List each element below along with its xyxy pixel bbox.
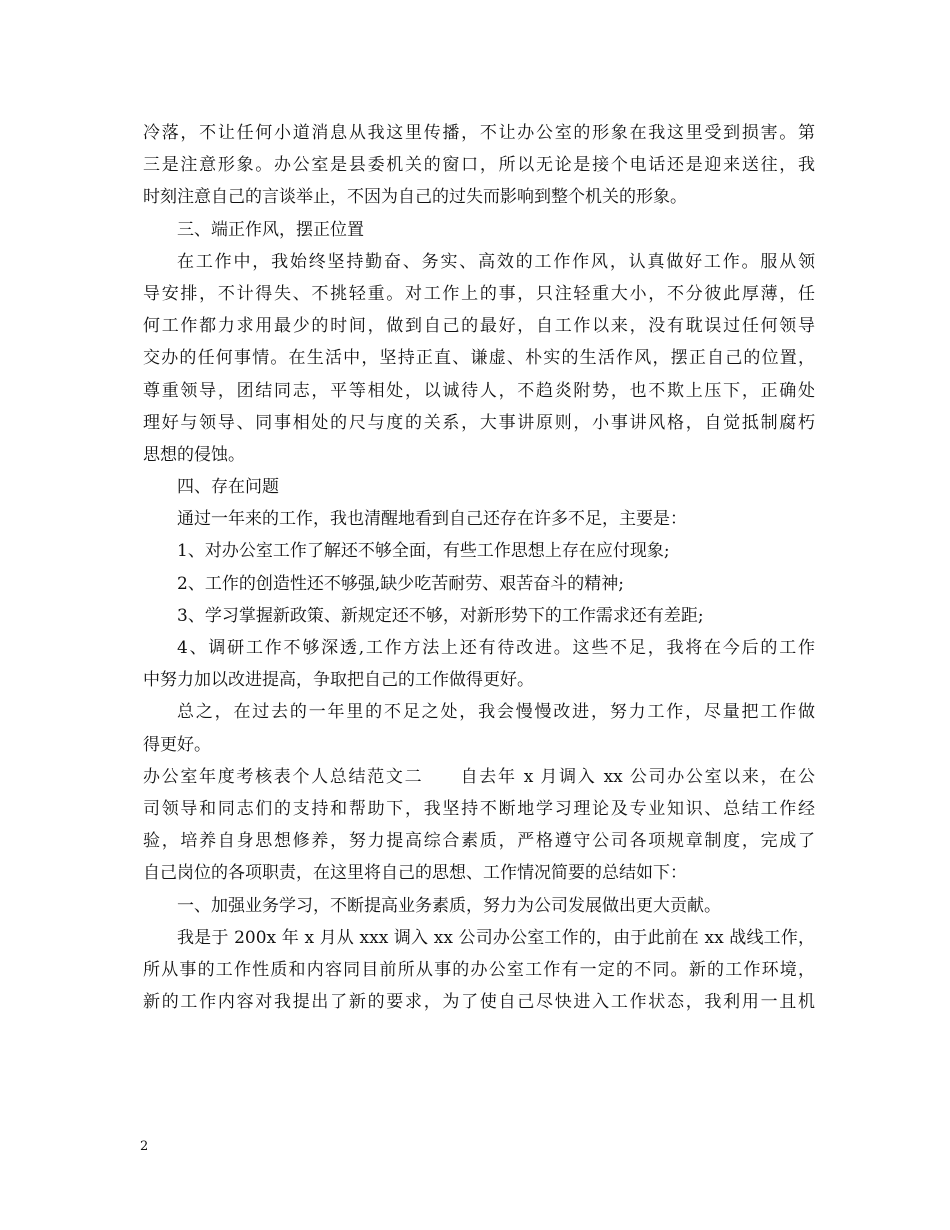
text-line: 在工作中，我始终坚持勤奋、务实、高效的工作作风，认真做好工作。服从领	[177, 251, 815, 272]
text-line: 冷落，不让任何小道消息从我这里传播，不让办公室的形象在我这里受到损害。第	[143, 123, 815, 143]
text-line: 司领导和同志们的支持和帮助下，我坚持不断地学习理论及专业知识、总结工作经	[143, 798, 815, 819]
text-line: 我是于 200x 年 x 月从 xxx 调入 xx 公司办公室工作的，由于此前在 xx 战线工作，	[177, 927, 815, 948]
text-line: 3、学习掌握新政策、新规定还不够，对新形势下的工作需求还有差距;	[177, 605, 704, 626]
text-line: 思想的侵蚀。	[143, 444, 245, 465]
text-line: 中努力加以改进提高，争取把自己的工作做得更好。	[143, 670, 534, 691]
text-line: 交办的任何事情。在生活中，坚持正直、谦虚、朴实的生活作风，摆正自己的位置，	[143, 348, 815, 369]
text-line: 三、端正作风，摆正位置	[177, 219, 364, 240]
text-line: 自己岗位的各项职责，在这里将自己的思想、工作情况简要的总结如下：	[143, 863, 687, 884]
text-line: 三是注意形象。办公室是县委机关的窗口，所以无论是接个电话还是迎来送往，我	[143, 155, 815, 176]
text-line: 时刻注意自己的言谈举止，不因为自己的过失而影响到整个机关的形象。	[143, 187, 687, 208]
text-line: 2、工作的创造性还不够强,缺少吃苦耐劳、艰苦奋斗的精神;	[177, 573, 624, 594]
text-line: 通过一年来的工作，我也清醒地看到自己还存在许多不足，主要是：	[177, 509, 687, 530]
text-line: 4、调研工作不够深透,工作方法上还有待改进。这些不足，我将在今后的工作	[177, 638, 815, 658]
text-line: 四、存在问题	[177, 477, 279, 498]
document-body	[143, 117, 815, 1018]
text-line: 得更好。	[143, 734, 211, 755]
text-line: 尊重领导，团结同志，平等相处，以诚待人，不趋炎附势，也不欺上压下，正确处	[143, 380, 815, 401]
text-line: 所从事的工作性质和内容同目前所从事的办公室工作有一定的不同。新的工作环境，	[143, 959, 815, 980]
text-line: 1、对办公室工作了解还不够全面，有些工作思想上存在应付现象;	[177, 541, 670, 562]
text-line: 理好与领导、同事相处的尺与度的关系，大事讲原则，小事讲风格，自觉抵制腐朽	[143, 412, 815, 433]
text-line: 导安排，不计得失、不挑轻重。对工作上的事，只注轻重大小，不分彼此厚薄，任	[143, 283, 815, 304]
text-line: 验，培养自身思想修养，努力提高综合素质，严格遵守公司各项规章制度，完成了	[143, 831, 815, 852]
page-number: 2	[140, 1139, 149, 1154]
text-line: 一、加强业务学习，不断提高业务素质，努力为公司发展做出更大贡献。	[177, 895, 721, 916]
text-line: 何工作都力求用最少的时间，做到自己的最好，自工作以来，没有耽误过任何领导	[143, 316, 815, 337]
text-line: 新的工作内容对我提出了新的要求，为了使自己尽快进入工作状态，我利用一且机	[143, 992, 815, 1013]
text-line: 总之，在过去的一年里的不足之处，我会慢慢改进，努力工作，尽量把工作做	[177, 702, 815, 723]
text-line: 办公室年度考核表个人总结范文二 自去年 x 月调入 xx 公司办公室以来，在公	[143, 766, 815, 787]
